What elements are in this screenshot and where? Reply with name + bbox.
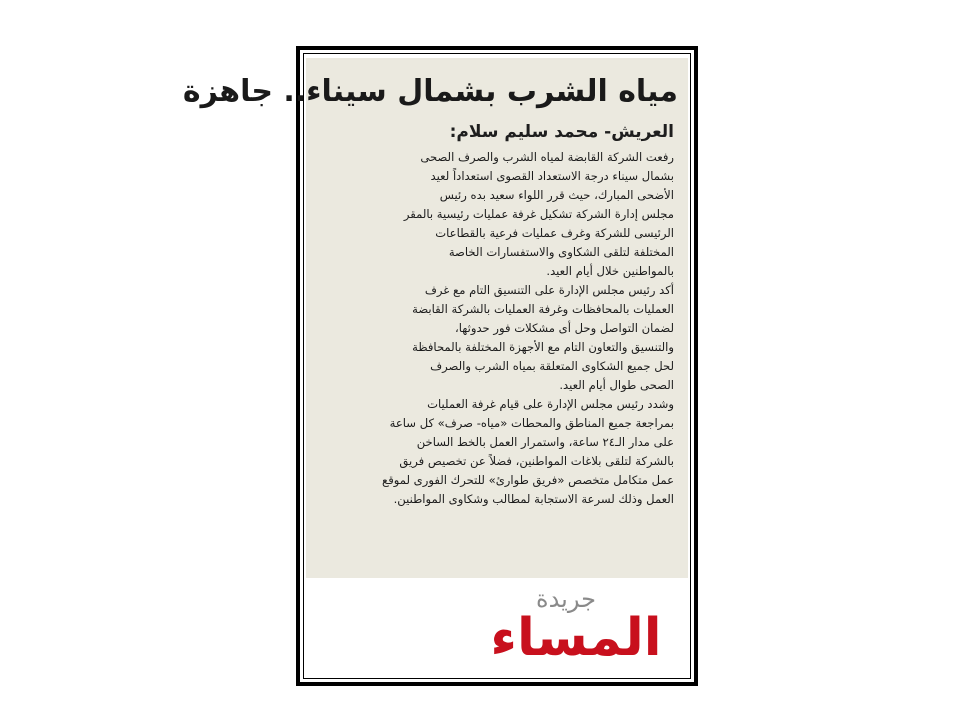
article-line: الصحى طوال أيام العيد. [559,378,674,392]
article-line: لضمان التواصل وحل أى مشكلات فور حدوثها، [455,321,674,335]
article-line: الأضحى المبارك، حيث قرر اللواء سعيد بده رئيس [439,188,674,202]
article-line: والتنسيق والتعاون التام مع الأجهزة المختلفة بالمحافظة [412,340,674,354]
article-line: مجلس إدارة الشركة تشكيل غرفة عمليات رئيسية بالمقر [403,207,674,221]
article-line: وشدد رئيس مجلس الإدارة على قيام غرفة العمليات [427,397,674,411]
newspaper-logo [306,580,688,678]
article-byline: العريش- محمد سليم سلام: [449,122,674,142]
article-line: أكد رئيس مجلس الإدارة على التنسيق التام مع غرف [424,283,674,297]
article-line: الرئيسى للشركة وغرف عمليات فرعية بالقطاعات [435,226,674,240]
article-line: عمل متكامل متخصص «فريق طوارئ» للتحرك الفورى لموقع [382,473,674,487]
article-line: بمراجعة جميع المناطق والمحطات «مياه- صرف» كل ساعة [389,416,674,430]
article-body [314,148,674,509]
article-line: العمل وذلك لسرعة الاستجابة لمطالب وشكاوى المواطنين. [393,492,674,506]
article-headline: مياه الشرب بشمال سيناء.. جاهزة [182,74,678,109]
article-line: المختلفة لتلقى الشكاوى والاستفسارات الخاصة [448,245,674,259]
article-line: لحل جميع الشكاوى المتعلقة بمياه الشرب والصرف [430,359,674,373]
newspaper-clipping-frame [182,46,698,686]
article-line: بالمواطنين خلال أيام العيد. [546,264,674,278]
article-line: على مدار الـ٢٤ ساعة، واستمرار العمل بالخط الساخن [416,435,674,449]
article-line: العمليات بالمحافظات وغرفة العمليات بالشركة القابضة [412,302,674,316]
article-line: بالشركة لتلقى بلاغات المواطنين، فضلاً عن تخصيص فريق [399,454,674,468]
logo-small-text: جريدة [536,585,596,613]
article-line: بشمال سيناء درجة الاستعداد القصوى استعداداً لعيد [430,169,674,183]
article-line: رفعت الشركة القابضة لمياه الشرب والصرف الصحى [420,150,674,164]
logo-big-text: المساء [490,608,662,668]
article-clipping [182,58,688,578]
